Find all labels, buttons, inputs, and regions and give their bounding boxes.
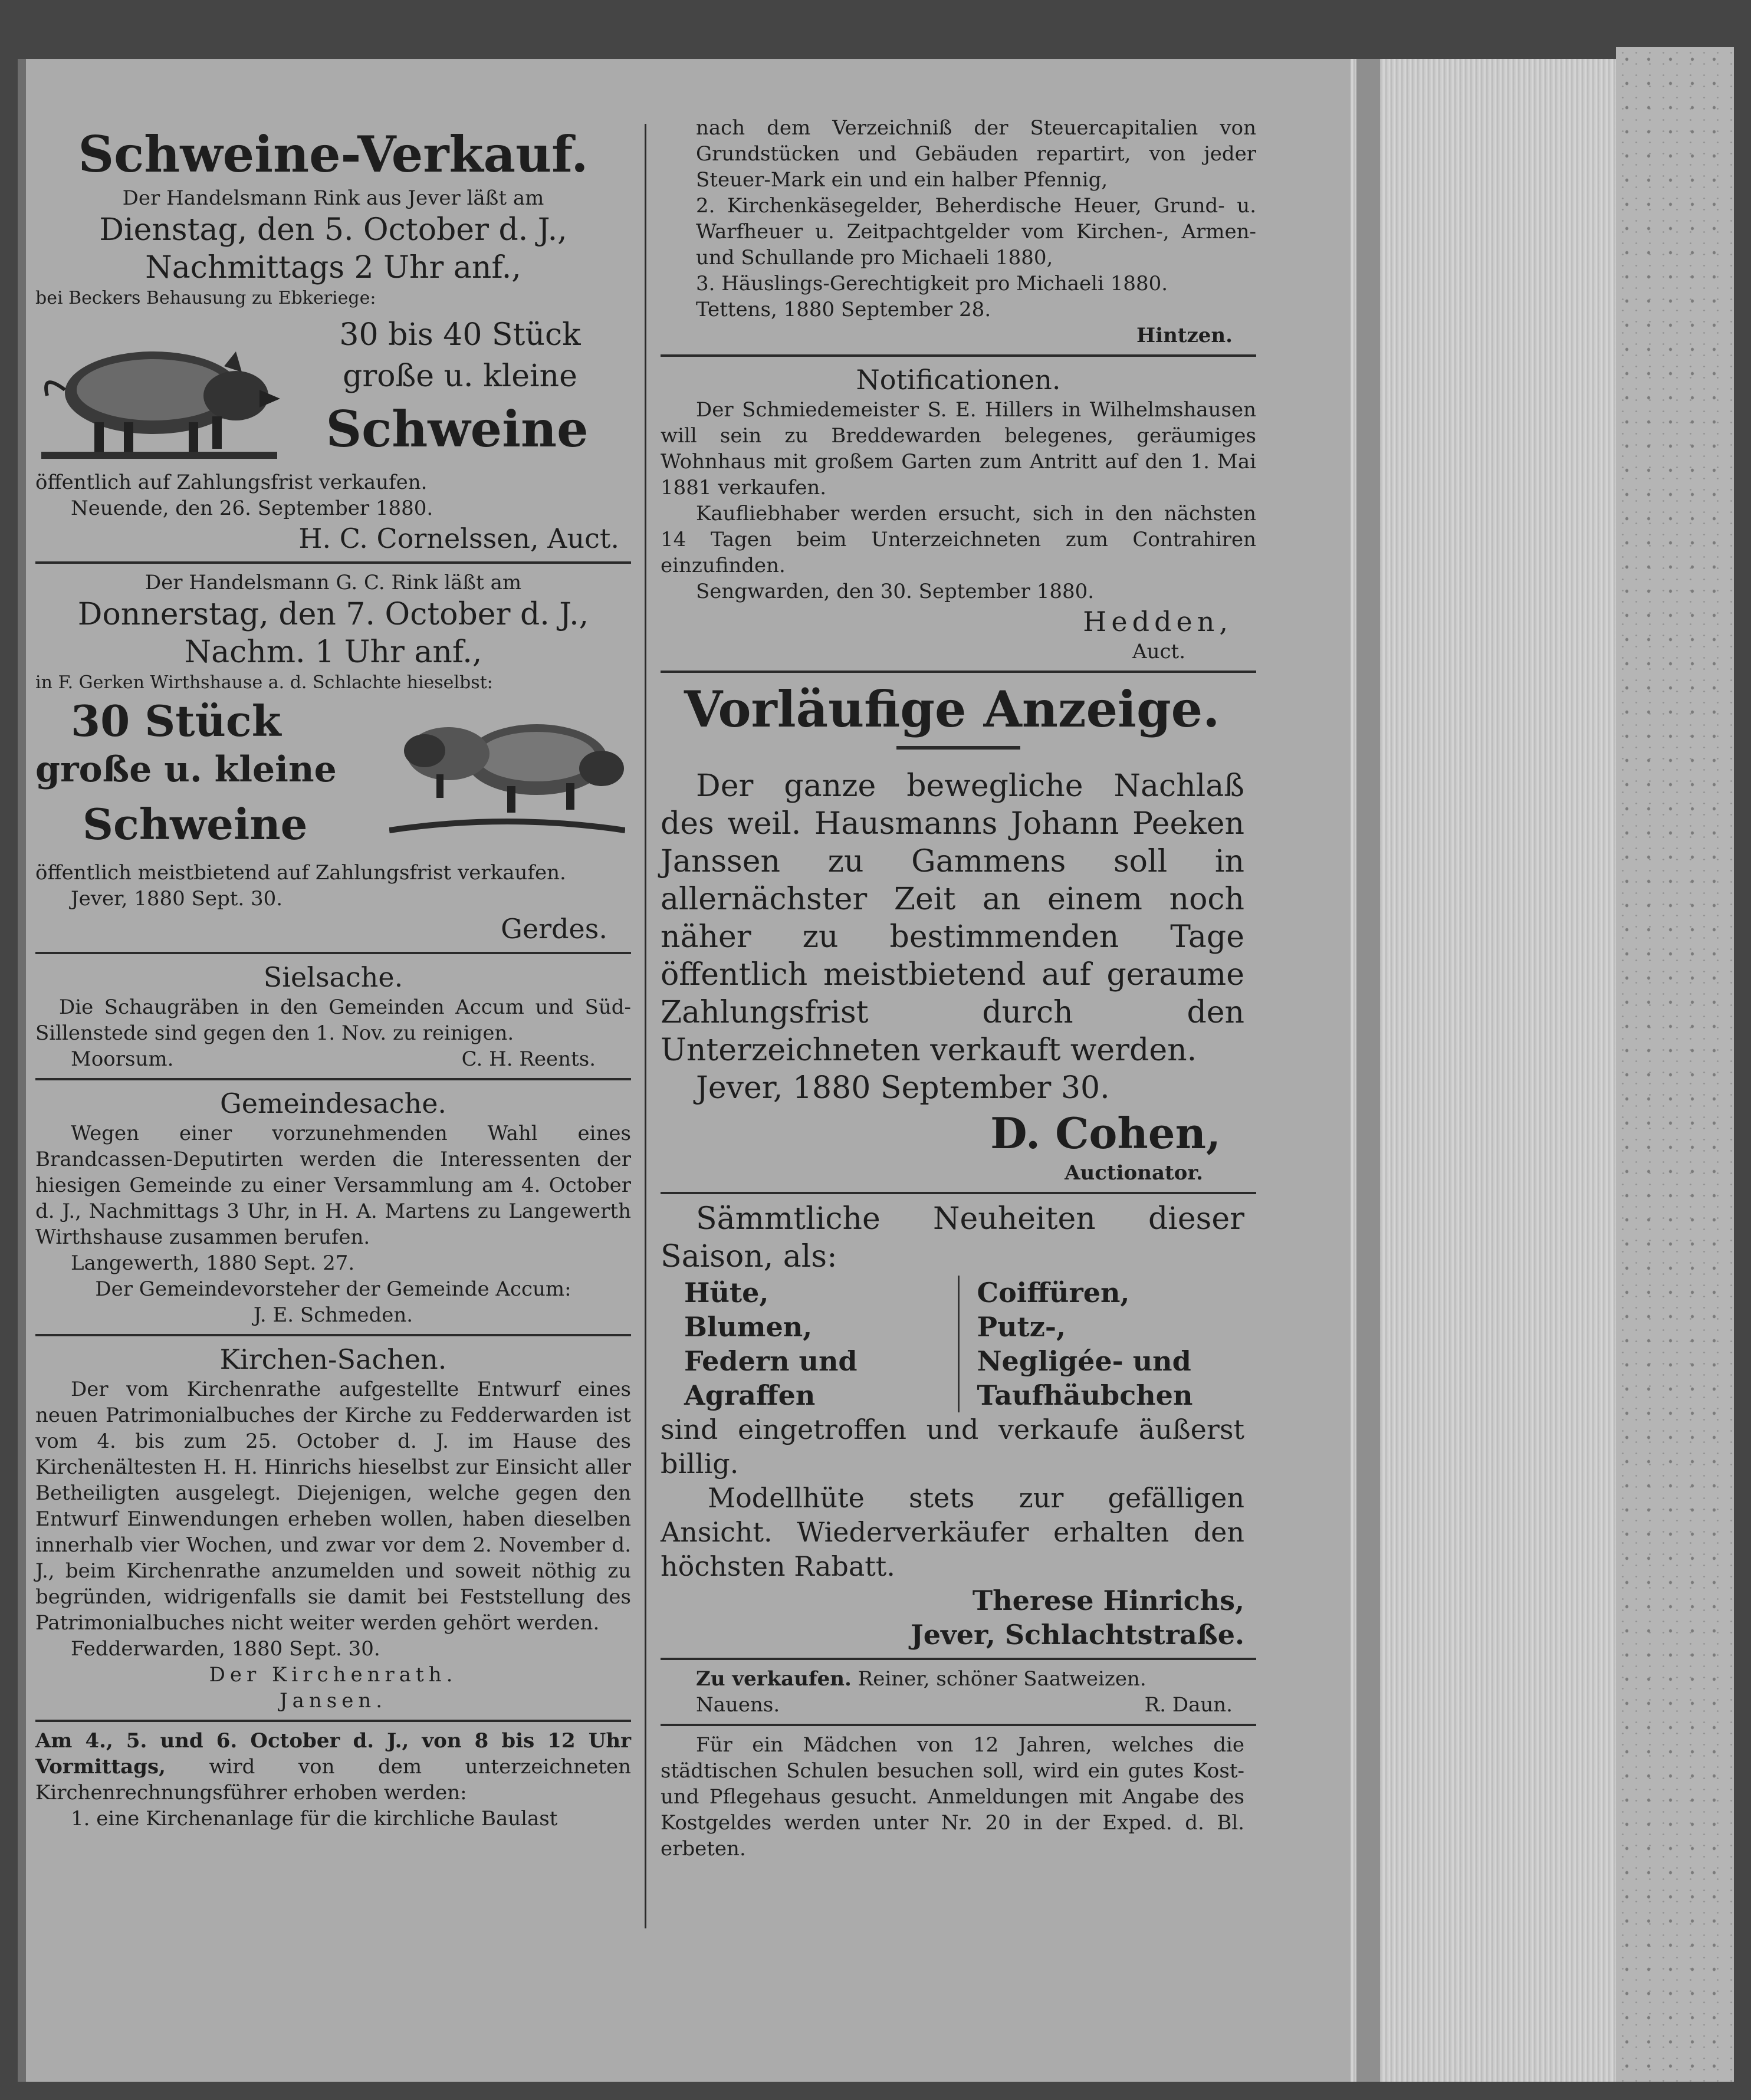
items-divider <box>958 1276 960 1412</box>
ad-body <box>35 1728 631 1806</box>
item: Hüte, <box>684 1277 769 1309</box>
book-page-edges <box>1351 59 1628 2082</box>
ad-body: Der ganze bewegliche Nachlaß des weil. Hausmanns Johann Peeken Janssen zu Gammens soll in allernächster Zeit an einem noch näher zu bestimmenden Tage öffentlich meistbietend auf geraume Zahlungsfrist durch den Unterzeichneten verkauft werden. <box>661 768 1244 1068</box>
ad-date: Langewerth, 1880 Sept. 27. <box>71 1251 355 1275</box>
ad-item: 2. Kirchenkäsegelder, Beherdische Heuer, Grund- u. Warfheuer u. Zeitpachtgelder vom Kirchen-, Armen- und Schullande pro Michaeli 1880, <box>696 194 1256 270</box>
left-column <box>35 106 631 1832</box>
ad-line: Donnerstag, den 7. October d. J., <box>77 597 589 632</box>
ad-signature: Der Kirchenrath. <box>209 1663 458 1687</box>
ad-body-text: wird von dem unterzeichneten Kirchenrechnungsführer erhoben werden: <box>35 1755 631 1805</box>
separator-rule <box>35 1334 631 1336</box>
ad-rink-schweine <box>35 570 631 954</box>
ad-line: in F. Gerken Wirthshause a. d. Schlachte hieselbst: <box>35 672 493 693</box>
ad-line: Nachm. 1 Uhr anf., <box>184 635 482 670</box>
item: Blumen, <box>684 1311 813 1343</box>
ad-line: öffentlich meistbietend auf Zahlungsfrist verkaufen. <box>35 861 566 885</box>
separator-rule <box>661 354 1256 357</box>
ad-body: Der Schmiedemeister S. E. Hillers in Wilhelmshausen will sein zu Breddewarden belegenes, geräumiges Wohnhaus mit großem Garten zum Antritt auf den 1. Mai 1881 verkaufen. <box>661 398 1256 499</box>
ad-title: Schweine-Verkauf. <box>78 125 589 183</box>
ad-zu-verkaufen <box>661 1666 1256 1726</box>
pig-block <box>35 310 631 469</box>
book-gutter-shadow <box>1356 59 1380 2082</box>
ad-kirchenanlage-cont <box>661 115 1256 357</box>
right-column <box>661 115 1256 1862</box>
ad-line: öffentlich auf Zahlungsfrist verkaufen. <box>35 471 428 494</box>
column-divider <box>645 124 646 1928</box>
ad-signature: Hedden, <box>1083 606 1233 637</box>
ad-gemeindesache <box>35 1086 631 1336</box>
ad-notificationen <box>661 363 1256 673</box>
ad-body: Modellhüte stets zur gefälligen Ansicht. Wiederverkäufer erhalten den höchsten Rabatt. <box>661 1482 1244 1582</box>
ad-kirchenanlage <box>35 1728 631 1832</box>
separator-rule <box>35 561 631 564</box>
ad-lead: Am 4., 5. und 6. October d. J., von 8 bis 12 Uhr Vormittags, <box>35 1729 631 1779</box>
pig-illustration-icon <box>35 334 283 464</box>
ad-place: Nauens. <box>696 1693 780 1717</box>
separator-rule <box>35 1720 631 1722</box>
separator-rule <box>661 671 1256 673</box>
ad-kosthaus <box>661 1732 1256 1862</box>
ad-line: 30 Stück <box>71 696 281 746</box>
items-right <box>977 1276 1233 1412</box>
ad-title: Gemeindesache. <box>219 1087 447 1119</box>
ad-place: Moorsum. <box>71 1047 174 1071</box>
ad-neuheiten <box>661 1200 1256 1660</box>
ad-schweine-verkauf <box>35 124 631 564</box>
pig-block <box>35 695 631 860</box>
ad-body: Für ein Mädchen von 12 Jahren, welches die städtischen Schulen besuchen soll, wird ein gutes Kost- und Pflegehaus gesucht. Anmeldungen mit Angabe des Kostgeldes werden unter Nr. 20 in der Exped. d. Bl. erbeten. <box>661 1733 1244 1861</box>
ad-title: Notificationen. <box>856 364 1061 396</box>
item: Agraffen <box>684 1379 816 1411</box>
ad-line: 30 bis 40 Stück <box>339 317 581 353</box>
ad-body: Kaufliebhaber werden ersucht, sich in den nächsten 14 Tagen beim Unterzeichneten zum Contrahiren einzufinden. <box>661 502 1256 577</box>
ad-signature: Therese Hinrichs, <box>972 1585 1244 1616</box>
ad-signature: R. Daun. <box>1144 1693 1233 1717</box>
ad-line: Der Handelsmann G. C. Rink läßt am <box>144 571 522 594</box>
ad-line: Dienstag, den 5. October d. J., <box>99 212 567 248</box>
ad-line: Der Handelsmann Rink aus Jever läßt am <box>122 186 544 210</box>
item: Coiffüren, <box>977 1277 1130 1309</box>
ad-item: 3. Häuslings-Gerechtigkeit pro Michaeli 1880. <box>696 272 1168 295</box>
ad-item: 1. eine Kirchenanlage für die kirchliche Baulast <box>71 1807 558 1830</box>
item: Federn und <box>684 1345 858 1377</box>
items-columns <box>661 1276 1256 1412</box>
ad-signature: H. C. Cornelssen, Auct. <box>298 522 619 554</box>
ad-signature: C. H. Reents. <box>461 1047 596 1071</box>
ad-signature: Jansen. <box>279 1689 387 1713</box>
ad-line: Der Gemeindevorsteher der Gemeinde Accum: <box>95 1277 571 1301</box>
ad-signature: Gerdes. <box>501 913 607 945</box>
ad-lead: Zu verkaufen. <box>696 1667 852 1691</box>
ad-intro: Sämmtliche Neuheiten dieser Saison, als: <box>661 1201 1244 1274</box>
ad-role: Auctionator. <box>1065 1161 1203 1185</box>
ad-role: Auct. <box>1132 640 1185 663</box>
ad-date: Sengwarden, den 30. September 1880. <box>696 580 1095 603</box>
ad-body: Wegen einer vorzunehmenden Wahl eines Brandcassen-Deputirten werden die Interessenten der hiesigen Gemeinde zu einer Versammlung am 4. October d. J., Nachmittags 3 Uhr, in H. A. Martens zu Langewerth Wirthshause zusammen berufen. <box>35 1122 631 1249</box>
ad-date: Neuende, den 26. September 1880. <box>71 497 433 520</box>
ad-line: große u. kleine <box>35 749 337 790</box>
ad-body: Der vom Kirchenrathe aufgestellte Entwurf eines neuen Patrimonialbuches der Kirche zu Fedderwarden ist vom 4. bis zum 25. October d. J. im Hause des Kirchenältesten H. H. Hinrichs hieselbst zur Einsicht aller Betheiligten ausgelegt. Diejenigen, welche gegen den Entwurf Einwendungen erheben wollen, haben dieselben innerhalb vier Wochen, und zwar vor dem 2. November d. J., beim Kirchenrathe anzumelden und soweit nöthig zu begründen, widrigenfalls sie damit bei Feststellung des Patrimonialbuches nicht weiter werden gehört werden. <box>35 1378 631 1635</box>
ad-signature: Jever, Schlachtstraße. <box>910 1619 1244 1651</box>
book-cover-edge <box>1616 47 1734 2082</box>
ad-date: Jever, 1880 Sept. 30. <box>71 887 283 911</box>
ad-signature: D. Cohen, <box>990 1108 1221 1158</box>
ad-date: Jever, 1880 September 30. <box>696 1070 1110 1106</box>
items-left <box>684 1276 940 1412</box>
ad-kirchen-sachen <box>35 1342 631 1722</box>
ad-line: Schweine <box>83 799 308 849</box>
separator-rule <box>35 1078 631 1080</box>
ad-line: Schweine <box>326 400 589 458</box>
ad-footer <box>661 1692 1256 1718</box>
ad-date: Tettens, 1880 September 28. <box>696 298 991 321</box>
title-underline <box>896 746 1020 750</box>
ad-date: Fedderwarden, 1880 Sept. 30. <box>71 1637 380 1661</box>
ad-body: Die Schaugräben in den Gemeinden Accum und Süd-Sillenstede sind gegen den 1. Nov. zu reinigen. <box>35 995 631 1045</box>
separator-rule <box>661 1658 1256 1660</box>
ad-title: Sielsache. <box>263 961 403 993</box>
ad-vorlaeufige-anzeige <box>661 679 1256 1194</box>
ad-signature: J. E. Schmeden. <box>253 1303 413 1327</box>
ad-sielsache <box>35 960 631 1080</box>
item: Taufhäubchen <box>977 1379 1193 1411</box>
pigs-illustration-icon <box>389 701 625 854</box>
page-left-edge <box>18 59 26 2082</box>
ad-line: Nachmittags 2 Uhr anf., <box>145 250 521 285</box>
ad-line: bei Beckers Behausung zu Ebkeriege: <box>35 288 376 308</box>
ad-body: sind eingetroffen und verkaufe äußerst billig. <box>661 1414 1244 1480</box>
item: Negligée- und <box>977 1345 1191 1377</box>
separator-rule <box>661 1192 1256 1194</box>
ad-title: Kirchen-Sachen. <box>219 1343 447 1375</box>
ad-signature: Hintzen. <box>1136 324 1233 347</box>
ad-body <box>661 1666 1256 1692</box>
separator-rule <box>35 952 631 954</box>
ad-title: Vorläufige Anzeige. <box>684 680 1220 738</box>
ad-body: nach dem Verzeichniß der Steuercapitalien von Grundstücken und Gebäuden repartirt, von jeder Steuer-Mark ein und ein halber Pfennig, <box>696 116 1256 192</box>
item: Putz-, <box>977 1311 1066 1343</box>
separator-rule <box>661 1724 1256 1726</box>
ad-body-text: Reiner, schöner Saatweizen. <box>858 1667 1146 1691</box>
ad-line: große u. kleine <box>343 359 577 394</box>
ad-footer <box>35 1046 631 1072</box>
